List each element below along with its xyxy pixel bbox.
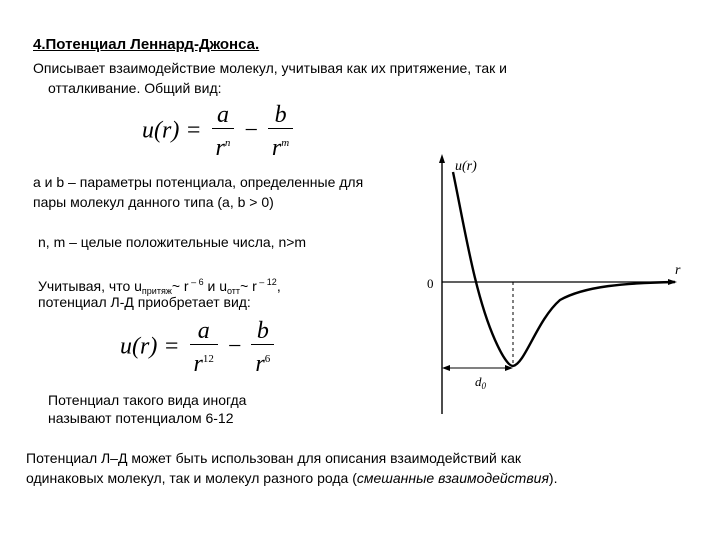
denominator2-b: [251, 345, 274, 378]
params-line-1: a и b – параметры потенциала, определенные для: [33, 174, 364, 190]
numerator2-b: b: [251, 318, 274, 345]
given-part-3: и u: [203, 278, 227, 294]
ld-line: потенциал Л-Д приобретает вид:: [38, 294, 251, 310]
intro-line-1: Описывает взаимодействие молекул, учитывая как их притяжение, так и: [33, 60, 507, 76]
bottom-line-1: Потенциал Л–Д может быть использован для описания взаимодействий как: [26, 450, 522, 466]
d0-label: [475, 374, 487, 391]
y-axis-label: u(r): [455, 159, 477, 174]
minus2-sign: −: [227, 333, 242, 360]
denominator-a: [212, 129, 235, 162]
den2-b-base: r: [255, 351, 265, 377]
lj-potential-graph: [425, 150, 695, 420]
d0-arrow-left: [442, 365, 450, 371]
origin-label: 0: [427, 276, 434, 291]
numerator2-a: a: [190, 318, 218, 345]
given-part-1: Учитывая, что u: [38, 278, 142, 294]
sup-minus-6: – 6: [188, 277, 204, 287]
fraction-b: [268, 102, 293, 162]
denominator-b: [268, 129, 293, 162]
sub-attraction: притяж: [141, 286, 172, 296]
mixed-interactions: смешанные взаимодействия: [356, 470, 549, 486]
numerator-a: a: [212, 102, 235, 129]
given-part-5: ,: [276, 278, 281, 294]
fraction2-a: [190, 318, 218, 378]
lj-formula: [120, 318, 278, 378]
formula2-lhs: u(r) =: [120, 333, 180, 360]
given-part-2: ~ r: [171, 278, 189, 294]
nm-line: n, m – целые положительные числа, n>m: [38, 234, 307, 250]
bottom-text-b: ).: [548, 470, 558, 486]
d0-sub: 0: [481, 381, 486, 391]
exponent-6: 6: [264, 353, 271, 365]
note-line-2: называют потенциалом 6-12: [48, 410, 234, 426]
y-axis-arrow: [439, 154, 445, 163]
intro-line-2: отталкивание. Общий вид:: [48, 80, 222, 96]
exponent-n: n: [224, 137, 231, 149]
numerator-b: b: [268, 102, 293, 129]
slide-title: 4.Потенциал Леннард-Джонса.: [33, 36, 260, 53]
exponent-12: 12: [202, 353, 214, 365]
note-line-1: Потенциал такого вида иногда: [48, 392, 247, 408]
den-b-base: r: [271, 135, 282, 161]
given-part-4: ~ r: [240, 278, 257, 294]
fraction-a: [212, 102, 235, 162]
formula-lhs: u(r) =: [142, 117, 202, 144]
sub-repulsion: отт: [227, 286, 241, 296]
fraction2-b: [251, 318, 274, 378]
bottom-line-2: [26, 468, 557, 488]
exponent-m: m: [281, 137, 290, 149]
d0-base: d: [475, 374, 482, 389]
potential-curve: [453, 172, 675, 366]
x-axis-label: r: [675, 263, 681, 278]
general-formula: [142, 102, 297, 162]
sup-minus-12: – 12: [256, 277, 277, 287]
minus-sign: −: [244, 117, 258, 144]
denominator2-a: [190, 345, 218, 378]
bottom-text-a: одинаковых молекул, так и молекул разного рода (: [26, 470, 357, 486]
params-line-2: пары молекул данного типа (a, b > 0): [33, 194, 274, 210]
den-a-base: r: [215, 135, 225, 161]
den2-a-base: r: [193, 351, 203, 377]
